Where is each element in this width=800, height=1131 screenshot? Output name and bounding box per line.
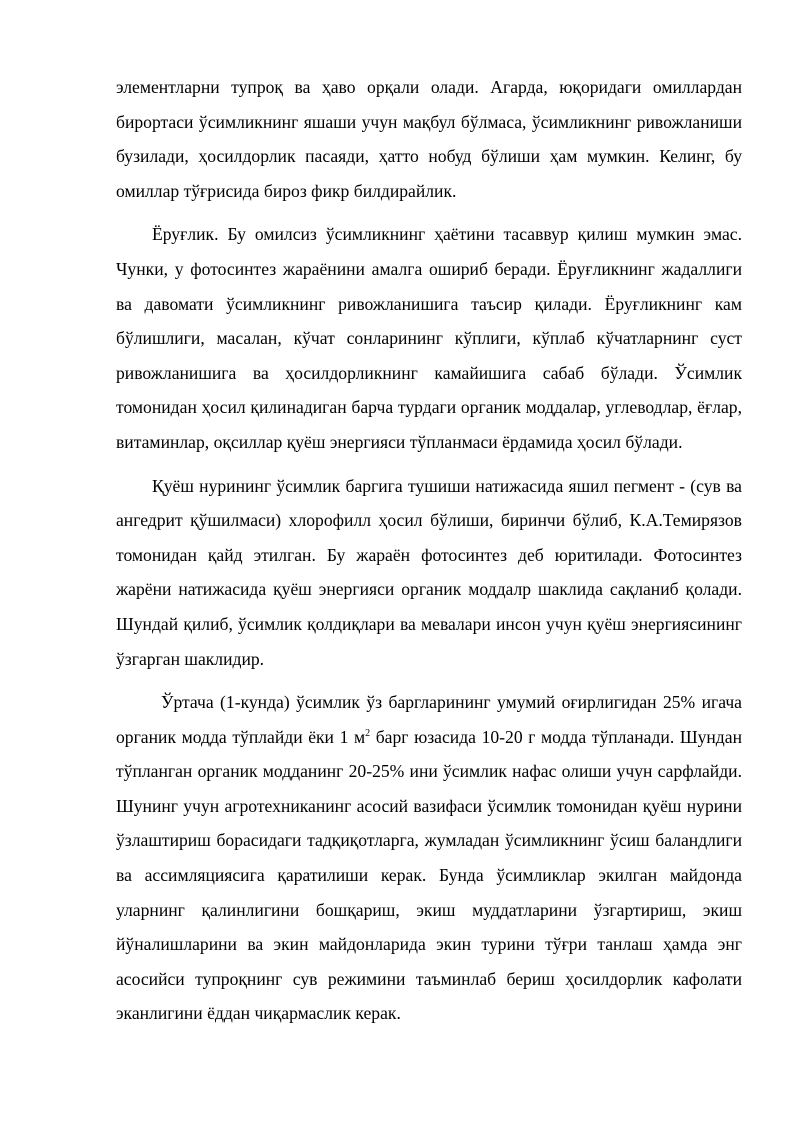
paragraph-continuation: элементларни тупроқ ва ҳаво орқали олади. Агарда, юқоридаги омиллардан бирортаси ўсимликнинг яшаши учун мақбул бўлмаса, ўсимликнинг ривожланиши бузилади, ҳосилдорлик пасаяди, ҳатто нобуд бўлиши ҳам мумкин. Келинг, бу омиллар тўғрисида бироз фикр билдирайлик. (116, 77, 742, 201)
paragraph-photosynthesis: Қуёш нурининг ўсимлик баргига тушиши натижасида яшил пегмент - (сув ва ангедрит қўшилмаси) хлорофилл ҳосил бўлиши, биринчи бўлиб, К.А.Темирязов томонидан қайд этилган. Бу жараён фотосинтез деб юритилади. Фотосинтез жарёни натижасида қуёш энергияси органик моддалр шаклида сақланиб қолади. Шундай қилиб, ўсимлик қолдиқлари ва мевалари инсон учун қуёш энергиясининг ўзгарган шаклидир. (116, 475, 742, 669)
square-meter-superscript: 2 (365, 727, 371, 739)
document-page (116, 70, 742, 1031)
paragraph-light: Ёруғлик. Бу омилсиз ўсимликнинг ҳаётини тасаввур қилиш мумкин эмас. Чунки, у фотосинтез жараёнини амалга ошириб беради. Ёруғликнинг жадаллиги ва давомати ўсимликнинг ривожланишига таъсир қилади. Ёруғликнинг кам бўлишлиги, масалан, кўчат сонларининг кўплиги, кўплаб кўчатларнинг суст ривожланишига ва ҳосилдорликнинг камайишига сабаб бўлади. Ўсимлик томонидан ҳосил қилинадиган барча турдаги органик моддалар, углеводлар, ёғлар, витаминлар, оқсиллар қуёш энергияси тўпланмаси ёрдамида ҳосил бўлади. (116, 224, 742, 452)
paragraph-organic-matter-part-1: Ўртача (1-кунда) ўсимлик ўз баргларининг умумий оғирлигидан 25% игача органик модда тўплайди ёки 1 м (116, 692, 742, 747)
paragraph-organic-matter (116, 685, 742, 1031)
paragraph-organic-matter-part-2: барг юзасида 10-20 г модда тўпланади. Шундан тўпланган органик модданинг 20-25% ини ўсимлик нафас олиши учун сарфлайди. Шунинг учун агротехниканинг асосий вазифаси ўсимлик томонидан қуёш нурини ўзлаштириш борасидаги тадқиқотларга, жумладан ўсимликнинг ўсиш баландлиги ва ассимляциясига қаратилиши керак. Бунда ўсимликлар экилган майдонда уларнинг қалинлигини бошқариш, экиш муддатларини ўзгартириш, экиш йўналишларини ва экин майдонларида экин турини тўғри танлаш ҳамда энг асосийси тупроқнинг сув режимини таъминлаб бериш ҳосилдорлик кафолати эканлигини ёддан чиқармаслик керак. (116, 726, 742, 1024)
